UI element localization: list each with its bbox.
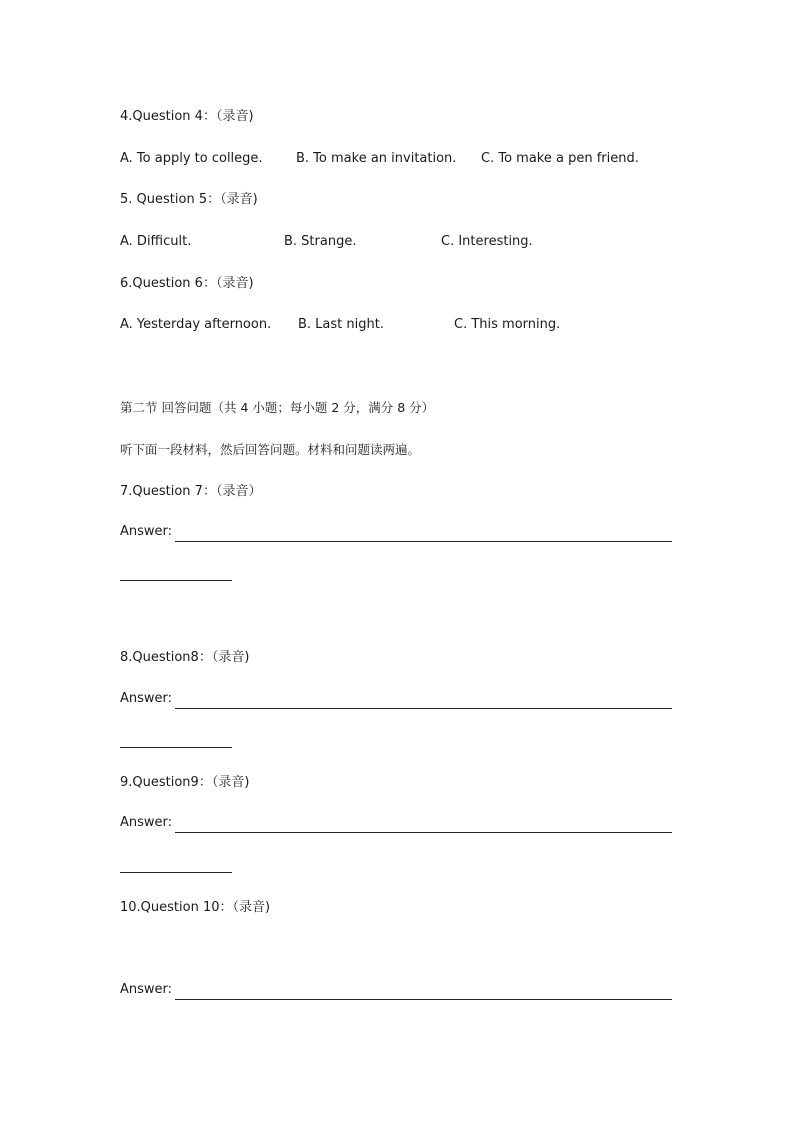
question-7-answer-line[interactable] xyxy=(175,541,672,542)
question-6-title: 6.Question 6：（录音) xyxy=(120,276,254,291)
question-10-answer[interactable] xyxy=(120,982,672,1000)
question-8-answer-continuation-line[interactable] xyxy=(120,747,232,748)
question-4-option-a: A. To apply to college. xyxy=(120,151,263,166)
question-9-title: 9.Question9：（录音) xyxy=(120,775,250,790)
question-6-option-b: B. Last night. xyxy=(298,317,384,332)
question-10-answer-label: Answer: xyxy=(120,982,173,997)
section-2-instruction: 听下面一段材料，然后回答问题。材料和问题读两遍。 xyxy=(120,442,421,457)
section-2-heading: 第二节 回答问题（共 4 小题；每小题 2 分，满分 8 分） xyxy=(120,400,435,415)
question-8-answer[interactable] xyxy=(120,691,672,709)
question-8-title: 8.Question8：（录音) xyxy=(120,650,250,665)
question-8-answer-line[interactable] xyxy=(175,708,672,709)
question-8-answer-label: Answer: xyxy=(120,691,173,706)
question-6-option-c: C. This morning. xyxy=(454,317,561,332)
question-7-answer[interactable] xyxy=(120,524,672,542)
question-4-option-b: B. To make an invitation. xyxy=(296,151,457,166)
question-4-title: 4.Question 4：（录音) xyxy=(120,109,254,124)
question-9-answer-continuation-line[interactable] xyxy=(120,872,232,873)
question-9-answer-line[interactable] xyxy=(175,832,672,833)
question-5-title: 5. Question 5：（录音) xyxy=(120,192,258,207)
question-5-option-b: B. Strange. xyxy=(284,234,357,249)
question-6-option-a: A. Yesterday afternoon. xyxy=(120,317,272,332)
question-9-answer-label: Answer: xyxy=(120,815,173,830)
question-5-option-c: C. Interesting. xyxy=(441,234,533,249)
question-4-option-c: C. To make a pen friend. xyxy=(481,151,639,166)
question-5-option-a: A. Difficult. xyxy=(120,234,192,249)
question-9-answer[interactable] xyxy=(120,815,672,833)
question-7-title: 7.Question 7：（录音） xyxy=(120,484,262,499)
question-7-answer-continuation-line[interactable] xyxy=(120,580,232,581)
question-10-title: 10.Question 10：（录音) xyxy=(120,900,271,915)
question-7-answer-label: Answer: xyxy=(120,524,173,539)
question-10-answer-line[interactable] xyxy=(175,999,672,1000)
